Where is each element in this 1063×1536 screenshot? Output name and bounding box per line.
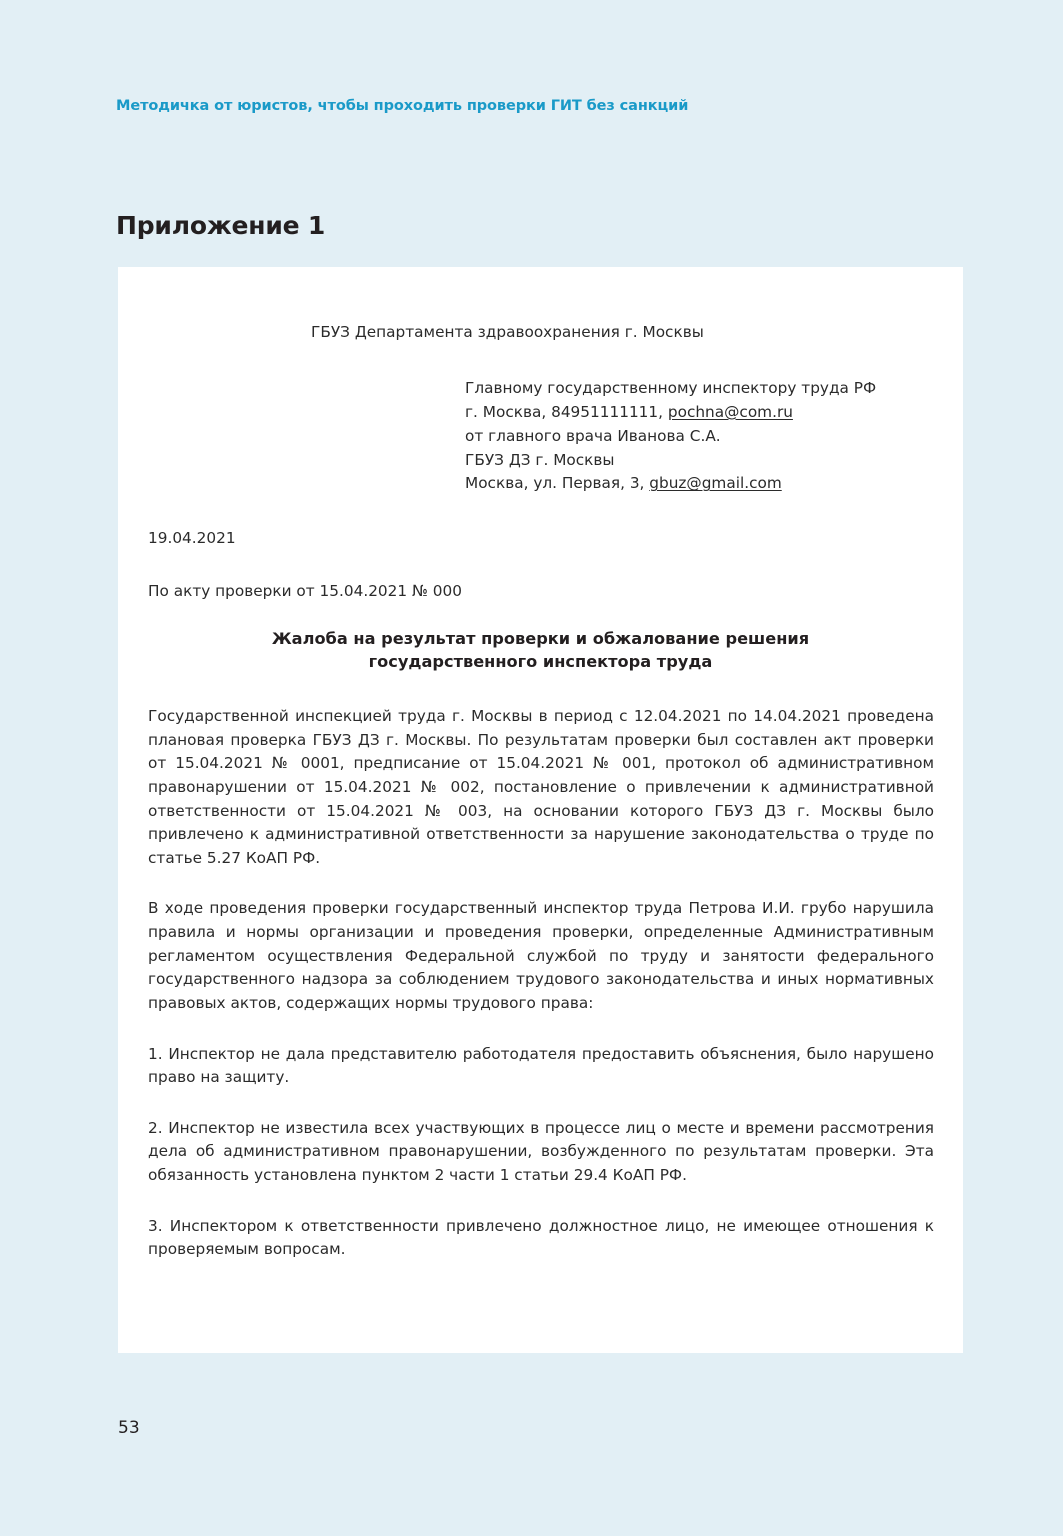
addressee-city-phone: г. Москва, 84951111111, (465, 402, 668, 421)
letter-paragraph: В ходе проведения проверки государственный инспектор труда Петрова И.И. грубо нарушила правила и нормы организации и проведения проверки, определенные Административным регламентом осуществления Федеральной службой по труду и занятости федерального государственного надзора за соблюдением трудового законодательства и иных нормативных правовых актов, содержащих нормы трудового права: (148, 899, 934, 1012)
sender-email-link[interactable]: gbuz@gmail.com (649, 474, 782, 493)
letter-paragraph: 2. Инспектор не известила всех участвующих в процессе лиц о месте и времени рассмотрения дела об административном правонарушении, возбужденного по результатам проверки. Эта обязанность установлена пунктом 2 части 1 статьи 29.4 КоАП РФ. (148, 1118, 934, 1184)
page-number: 53 (118, 1418, 140, 1438)
letter-heading (148, 627, 933, 674)
addressee-contact-line (465, 401, 876, 425)
addressee-sender-address-line (465, 472, 876, 496)
letter-heading-line-1: Жалоба на результат проверки и обжалование решения (271, 629, 810, 648)
addressee-sender-name: от главного врача Иванова С.А. (465, 426, 721, 445)
letter-act-reference: По акту проверки от 15.04.2021 № 000 (148, 582, 462, 600)
letter-paragraph: Государственной инспекцией труда г. Москвы в период с 12.04.2021 по 14.04.2021 проведена плановая проверка ГБУЗ ДЗ г. Москвы. По результатам проверки был составлен акт проверки от 15.04.2021 № 0001, предписание от 15.04.2021 № 001, протокол об административном правонарушении от 15.04.2021 № 002, постановление о привлечении к административной ответственности от 15.04.2021 № 003, на основании которого ГБУЗ ДЗ г. Москвы было привлечено к административной ответственности за нарушение законодательства о труде по статье 5.27 КоАП РФ. (148, 707, 934, 867)
letter-heading-line-2: государственного инспектора труда (368, 652, 713, 672)
letter-paragraph: 3. Инспектором к ответственности привлечено должностное лицо, не имеющее отношения к проверяемым вопросам. (148, 1216, 934, 1259)
letter-paragraphs (148, 705, 934, 1262)
recipient-email-link[interactable]: pochna@com.ru (667, 402, 793, 421)
page-title: Приложение 1 (116, 210, 326, 240)
letter-document-card (118, 267, 963, 1353)
addressee-recipient-title: Главному государственному инспектору труда РФ (465, 379, 877, 397)
sender-address: Москва, ул. Первая, 3, (465, 474, 650, 493)
letter-date: 19.04.2021 (148, 529, 236, 547)
letter-addressee-block (465, 377, 876, 496)
addressee-sender-org: ГБУЗ ДЗ г. Москвы (465, 450, 615, 469)
letter-paragraph: 1. Инспектор не дала представителю работодателя предоставить объяснения, было нарушено право на защиту. (148, 1044, 934, 1087)
running-head: Методичка от юристов, чтобы проходить проверки ГИТ без санкций (116, 98, 689, 114)
letter-body (118, 267, 963, 1353)
letter-organization-line: ГБУЗ Департамента здравоохранения г. Москвы (311, 323, 704, 341)
